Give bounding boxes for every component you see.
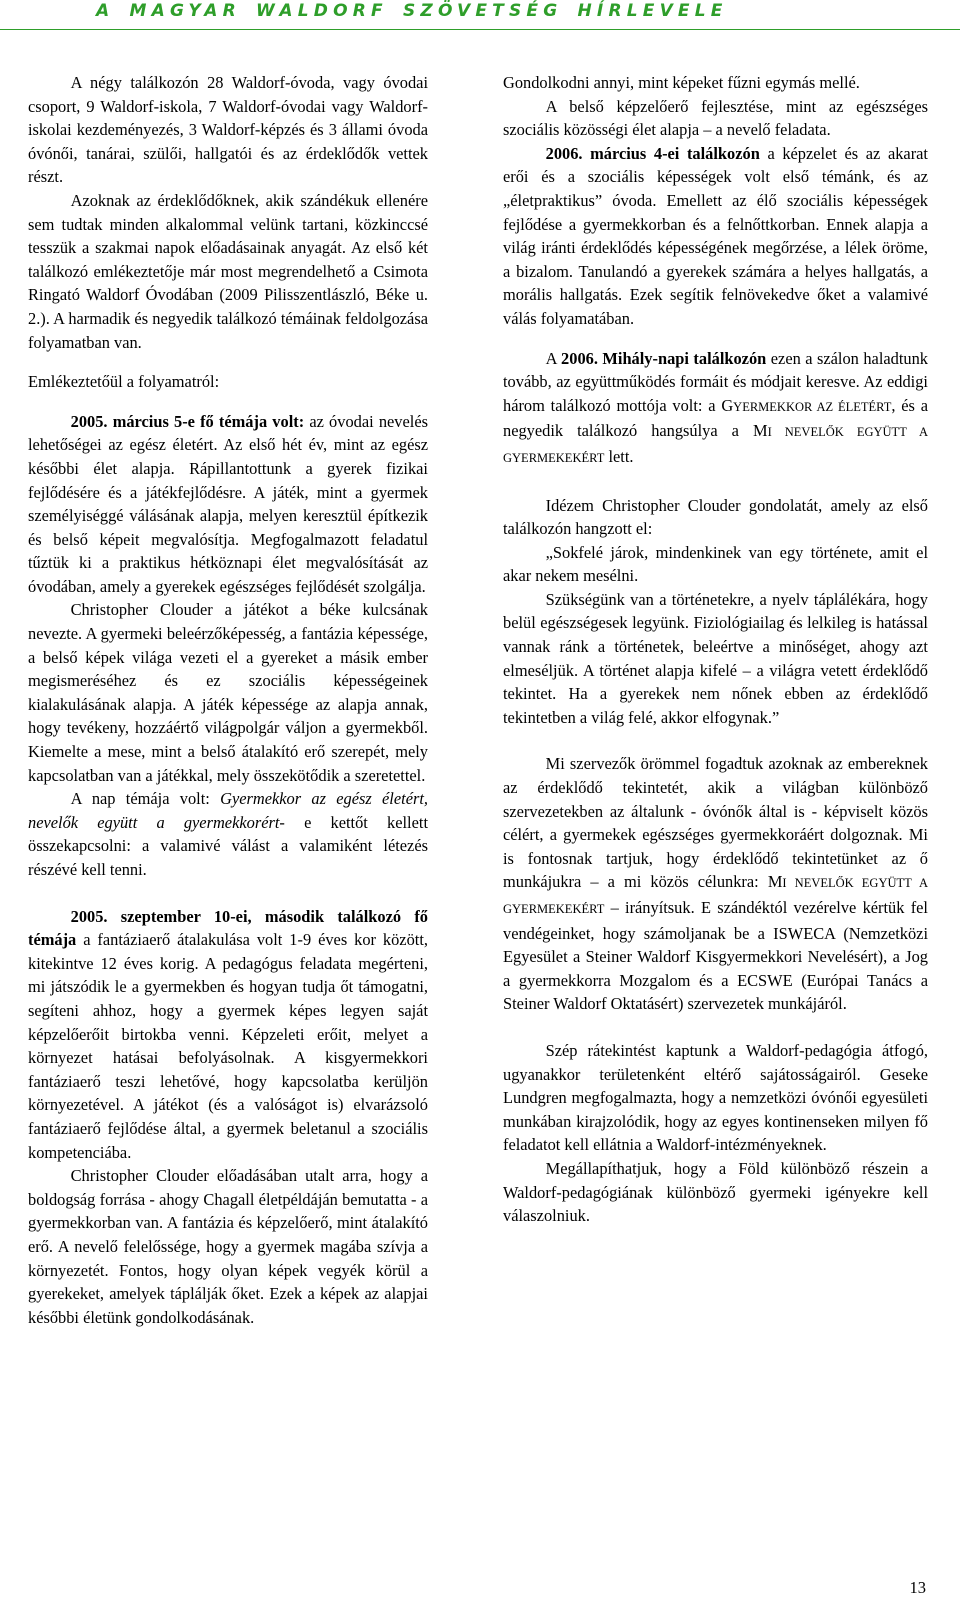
left-column [28, 71, 428, 1329]
intro-paragraph: A négy találkozón 28 Waldorf-óvoda, vagy óvodai csoport, 9 Waldorf-iskola, 7 Waldorf-óvodai vagy Waldorf-iskolai kezdeményezés, 3 Waldorf-képzés és 3 állami óvoda óvónői, tanárai, szülői, hallgatói és az érdeklődők vettek részt. [28, 73, 428, 187]
clouder-quote-first: „Sokfelé járok, mindenkinek van egy története, amit el akar nekem mesélni. [503, 542, 928, 586]
imagination-paragraph: A belső képzelőerő fejlesztése, mint az egészséges szociális közösségi élet alapja – a nevelő feladata. [503, 96, 928, 140]
meeting-2006-march-paragraph: 2006. március 4-ei találkozón a képzelet és az akarat erői és a szociális képességek volt első témánk, és az „életpraktikus” óvoda. Emellett az élő szociális képességek fejlődése a gyermekkorban és a felnőttkorban. Ennek alapja a világ iránti érdeklődés képességének megőrzése, a lélek öröme, a bizalom. Tanulandó a gyerekek számára a helyes hallgatás, a morális hallgatás. Ezek segítik felnövekedve őket a valamivé válás folyamatában. [503, 143, 928, 328]
clouder-quote-stories: Szükségünk van a történetekre, a nyelv táplálékára, hogy belül egészségesek legyünk. Fiziológiailag és lelkileg is hatással vannak ránk a történetek, beleértve a minőséget, ahogy azt elmeséljük. A történet alapja kifelé – a világra vetett érdeklődő tekintet. Ha a gyerekek nem nőnek ebben az érdeklődő tekintetben a világ felé, akkor elfogynak.” [503, 589, 928, 727]
clouder-quote-intro: Idézem Christopher Clouder gondolatát, amely az első találkozón hangzott el: [503, 495, 928, 539]
right-column [503, 71, 928, 1228]
organizers-paragraph: Mi szervezők örömmel fogadtuk azoknak az embereknek az érdeklődő tekintetét, akik a világban különböző szervezetekben az általunk - óvónők által is - képviselt közös célért, a gyermekek egészséges gyermekkoráért dolgoznak. Mi is fontosnak tartjuk, hogy érdeklődő tekintetünket az ő munkájukra – a mi közös célunkra: MI NEVELŐK EGYÜTT A GYERMEKEKÉRT – irányítsuk. E szándéktól vezérelve kértük fel vendégeinket, hogy számoljanak be a ISWECA (Nemzetközi Egyesület a Steiner Waldorf Kisgyermekkori Nevelésért), a Jog a gyermekkorra Mozgalom és a ECSWE (Európai Tanács a Steiner Waldorf Oktatásért) szervezetek munkájáról. [503, 754, 929, 1014]
clouder-happiness-paragraph: Christopher Clouder előadásában utalt arra, hogy a boldogság forrása - ahogy Chagall életpéldáján bemutatta - a gyermekkorban van. A fantázia és képzelőerő, mint átalakító erő. A nevelő felelőssége, hogy a gyermek magába szívja a környezetét. Fontos, hogy olyan képek vegyék körül a gyerekeket, amelyek táplálják őket. Ezek a képek az alapjai későbbi életünk gondolkodásának. [28, 1166, 428, 1327]
meeting-2005-september-paragraph: 2005. szeptember 10-ei, második találkozó fő témája a fantáziaerő átalakulása volt 1-9 éves kor között, kitekintve 12 éves korig. A pedagógus feladata megérteni, mi játszódik le a gyermekben és hogyan tudja őt támogatni, segíteni ahhoz, hogy a gyermek képes legyen saját képzelőerőit birtokba venni. Képzeleti erőit, melyet a környezet hatásai befolyásolnak. A kisgyermekkori fantáziaerő teszi lehetővé, hogy kapcsolatba kerüljön környezetével. A játékot (és a valóságot is) elvarázsoló fantáziaerő fejlődése által, a gyermek beletanul a szociális kompetenciába. [28, 906, 428, 1162]
newsletter-header-title: A MAGYAR WALDORF SZÖVETSÉG HÍRLEVELE [96, 1, 728, 21]
page-number: 13 [909, 1578, 926, 1597]
clouder-peace-paragraph: Christopher Clouder a játékot a béke kulcsának nevezte. A gyermeki beleérzőképesség, a fantázia képessége, a belső képek világa vezeti el a gyereket a másik ember megismeréséhez és ez szociális képességeinek kialakulásának alapja. A játék képessége az alapja annak, hogy tevékeny, hozzáértő világpolgár váljon a gyermekből. Kiemelte a mese, mint a belső átalakító erő szerepét, mely kapcsolatban van a játékkal, mely összekötődik a szeretettel. [28, 600, 428, 785]
meeting-2005-march-paragraph: 2005. március 5-e fő témája volt: az óvodai nevelés lehetőségei az egész életért. Az első hét év, mint az egész későbbi élet alapja. Rápillantottunk a gyerek fizikai fejlődésére és a játékfejlődésre. A játék, mint a gyermek személyiséggé válásának alapja, melyen keresztül építkezik és belső képeit megvalósítja. Megfogalmazott feladatul tűztük ki a praktikus hétköznapi élet megvalósítását az óvodában, amely a gyerekek egészséges fejlődését szolgálja. [28, 411, 428, 596]
reminder-heading: Emlékeztetőül a folyamatról: [28, 372, 220, 392]
thinking-paragraph: Gondolkodni annyi, mint képeket fűzni egymás mellé. [503, 73, 860, 92]
absent-paragraph: Azoknak az érdeklődőknek, akik szándékuk ellenére sem tudtak minden alkalommal velünk tartani, közkinccsé tesszük a szakmai napok előadásainak anyagát. Az első két találkozó emlékeztetője már most megrendelhető a Csimota Ringató Waldorf Óvodában (2009 Pilisszentlászló, Béke u. 2.). A harmadik és negyedik találkozó témáinak feldolgozása folyamatban van. [28, 190, 428, 352]
meeting-2006-michaelmas-paragraph: A 2006. Mihály-napi találkozón ezen a szálon haladtunk tovább, az együttműködés formáit és módjait keresve. Az eddigi három találkozó mottója volt: a GYERMEKKOR AZ ÉLETÉRT, és a negyedik találkozó hangsúlya a MI NEVELŐK EGYÜTT A GYERMEKEKÉRT lett. [503, 348, 928, 466]
conclusion-paragraph: Megállapíthatjuk, hogy a Föld különböző részein a Waldorf-pedagógiának különböző gyermeki igényekre kell válaszolniuk. [503, 1158, 928, 1226]
overview-paragraph: Szép rátekintést kaptunk a Waldorf-pedagógia átfogó, ugyanakkor területenként eltérő sajátosságairól. Geseke Lundgren megfogalmazta, hogy a nemzetközi óvónői egyesületi munkában kirajzolódik, hogy az egyes kontinenseken milyen fő feladatot kell ellátnia a Waldorf-intézményeknek. [503, 1040, 928, 1155]
day-theme-paragraph: A nap témája volt: Gyermekkor az egész életért, nevelők együtt a gyermekkorért- e kettőt kellett összekapcsolni: a valamivé válást a valamiként létezés részévé kell tenni. [28, 789, 428, 879]
header-divider [0, 29, 960, 30]
